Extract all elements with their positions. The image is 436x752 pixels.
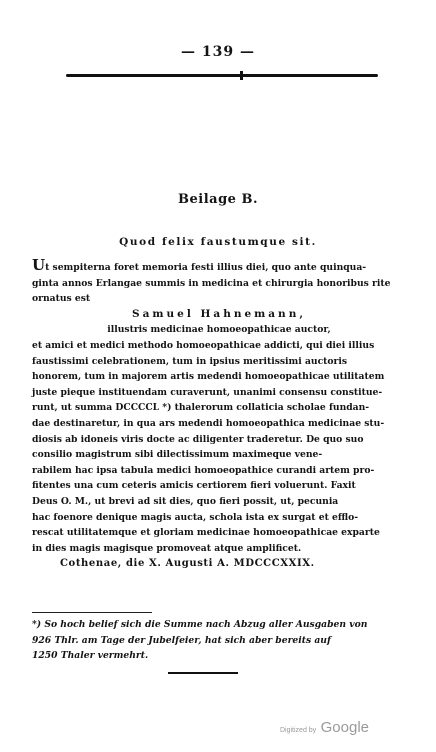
digitized-watermark	[280, 719, 369, 737]
body-line: rabilem hac ipsa tabula medici homoeopathice curandi artem pro-	[32, 464, 375, 476]
motto: Quod felix faustumque sit.	[119, 236, 317, 248]
footnote-line: 926 Thlr. am Tage der Jubelfeier, hat sich aber bereits auf	[32, 634, 331, 646]
body-line: Deus O. M., ut brevi ad sit dies, quo fieri possit, ut, pecunia	[32, 495, 339, 507]
body-line: dae destinaretur, in qua ars medendi homoeopathica medicinae stu-	[32, 417, 385, 429]
body-line: in dies magis magisque promoveat atque amplificet.	[32, 542, 302, 554]
body-text	[32, 258, 406, 572]
body-line: ginta annos Erlangae summis in medicina et chirurgia honoribus rite	[32, 277, 391, 289]
watermark-small-text: Digitized by	[280, 727, 317, 734]
top-rule	[66, 74, 378, 77]
appendix-heading: Beilage B.	[178, 192, 258, 207]
body-line: juste pieque instituendam curaverunt, unanimi consensu constitue-	[32, 386, 383, 398]
honoree-title: illustris medicinae homoeopathicae auctor,	[107, 324, 331, 336]
honoree-name: Samuel Hahnemann,	[132, 307, 306, 320]
body-line-text: t sempiterna foret memoria festi illius diei, quo ante quinqua-	[45, 262, 367, 273]
bottom-rule	[168, 672, 238, 674]
page-number: — 139 —	[181, 44, 255, 60]
footnote-rule	[32, 612, 152, 613]
body-line: et amici et medici methodo homoeopathicae addicti, qui diei illius	[32, 339, 375, 351]
body-line: ornatus est	[32, 293, 91, 305]
footnote-line: *) So hoch belief sich die Summe nach Abzug aller Ausgaben von	[32, 619, 368, 630]
body-line: honorem, tum in majorem artis medendi homoeopathicae utilitatem	[32, 371, 385, 383]
dropcap: U	[32, 256, 46, 274]
footnote-line: 1250 Thaler vermehrt.	[32, 650, 149, 662]
body-line: fitentes una cum ceteris amicis certiorem fieri voluerunt. Faxit	[32, 480, 356, 492]
signature: Cothenae, die X. Augusti A. MDCCCXXIX.	[60, 558, 315, 570]
body-line: hac foenore denique magis aucta, schola ista ex surgat et efflo-	[32, 511, 359, 523]
body-line: runt, ut summa DCCCCL *) thalerorum collaticia scholae fundan-	[32, 402, 370, 414]
body-line: faustissimi celebrationem, tum in ipsius meritissimi auctoris	[32, 355, 348, 367]
body-line	[32, 258, 406, 276]
google-logo: Google	[320, 719, 370, 736]
body-line: diosis ab idoneis viris docte ac diligenter traderetur. De quo suo	[32, 433, 364, 445]
body-line: rescat utilitatemque et gloriam medicinae homoeopathicae exparte	[32, 527, 380, 539]
footnote	[32, 617, 406, 664]
body-line: consilio magistrum sibi dilectissimum maximeque vene-	[32, 449, 323, 461]
